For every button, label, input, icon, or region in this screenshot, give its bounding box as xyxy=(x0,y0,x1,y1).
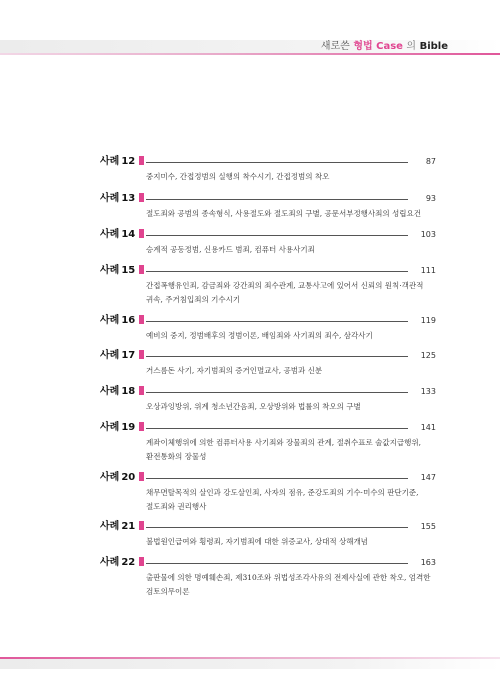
case-number: 13 xyxy=(121,193,136,204)
pink-marker xyxy=(139,472,144,481)
case-label: 사례 19 xyxy=(100,422,144,434)
page-number: 141 xyxy=(420,423,436,432)
pink-marker xyxy=(139,521,144,530)
pink-marker xyxy=(139,156,144,165)
page-number: 87 xyxy=(425,157,436,166)
leader-rule xyxy=(146,563,408,564)
case-description: 승계적 공동정범, 신용카드 범죄, 컴퓨터 사용사기죄 xyxy=(146,245,315,254)
case-description: 오상과잉방위, 위계 청소년간음죄, 오상방위와 법률의 착오의 구별 xyxy=(146,402,361,411)
case-number: 20 xyxy=(121,472,136,483)
pink-marker xyxy=(139,265,144,274)
leader-rule xyxy=(146,392,408,393)
leader-rule xyxy=(146,321,408,322)
case-number: 18 xyxy=(121,386,136,397)
pink-marker xyxy=(139,229,144,238)
case-label: 사례 12 xyxy=(100,156,144,168)
page-number: 133 xyxy=(420,387,436,396)
case-description: 거스름돈 사기, 자기범죄의 증거인멸교사, 공범과 신분 xyxy=(146,366,323,375)
page-number: 103 xyxy=(420,230,436,239)
case-label: 사례 18 xyxy=(100,386,144,398)
pink-marker xyxy=(139,193,144,202)
pink-marker xyxy=(139,386,144,395)
book-title-main: 형법 Case xyxy=(353,41,403,52)
case-description: 불법원인급여와 횡령죄, 자기범죄에 대한 위증교사, 상대적 상해개념 xyxy=(146,537,368,546)
case-number: 16 xyxy=(121,315,136,326)
page-number: 155 xyxy=(420,522,436,531)
book-title-suffix: Bible xyxy=(419,41,448,52)
leader-rule xyxy=(146,428,408,429)
case-number: 12 xyxy=(121,156,136,167)
leader-rule xyxy=(146,162,408,163)
case-label: 사례 16 xyxy=(100,315,144,327)
case-number: 19 xyxy=(121,422,136,433)
case-description: 간접폭행유인죄, 감금죄와 강간죄의 죄수관계, 교통사고에 있어서 신뢰의 원칙·객관적 귀속, 주거침입죄의 기수시기 xyxy=(146,281,424,304)
leader-rule xyxy=(146,527,408,528)
case-number: 17 xyxy=(121,350,136,361)
leader-rule xyxy=(146,199,408,200)
page-number: 119 xyxy=(420,316,436,325)
case-label: 사례 20 xyxy=(100,472,144,484)
pink-marker xyxy=(139,422,144,431)
case-label: 사례 21 xyxy=(100,521,144,533)
book-title-particle: 의 xyxy=(406,41,417,52)
case-label: 사례 22 xyxy=(100,557,144,569)
case-number: 21 xyxy=(121,521,136,532)
case-description: 채무면탈목적의 살인과 강도살인죄, 사자의 점유, 준강도죄의 기수·미수의 판단기준, 절도죄와 권리행사 xyxy=(146,488,419,511)
case-description: 계좌이체행위에 의한 컴퓨터사용 사기죄와 장물죄의 관계, 절취수표로 술값지급행위, 환전통화의 장물성 xyxy=(146,438,422,461)
leader-rule xyxy=(146,235,408,236)
leader-rule xyxy=(146,356,408,357)
leader-rule xyxy=(146,478,408,479)
case-description: 출판물에 의한 명예훼손죄, 제310조와 위법성조각사유의 전제사실에 관한 착오, 엄격한 검토의무이론 xyxy=(146,573,431,596)
case-description: 절도죄와 공범의 종속형식, 사용절도와 절도죄의 구별, 공문서부정행사죄의 성립요건 xyxy=(146,209,422,218)
page-number: 125 xyxy=(420,351,436,360)
case-description: 중지미수, 간접정범의 실행의 착수시기, 간접정범의 착오 xyxy=(146,172,330,181)
pink-marker xyxy=(139,315,144,324)
page-number: 147 xyxy=(420,473,436,482)
page-number: 93 xyxy=(425,194,436,203)
case-number: 22 xyxy=(121,557,136,568)
case-label: 사례 14 xyxy=(100,229,144,241)
page-number: 111 xyxy=(420,266,436,275)
case-number: 15 xyxy=(121,265,136,276)
case-number: 14 xyxy=(121,229,136,240)
book-title-prefix: 새로쓴 xyxy=(320,41,350,52)
case-description: 예비의 중지, 정범배후의 정범이론, 배임죄와 사기죄의 죄수, 삼각사기 xyxy=(146,331,373,340)
case-label: 사례 17 xyxy=(100,350,144,362)
leader-rule xyxy=(146,271,408,272)
book-title xyxy=(321,40,448,54)
pink-marker xyxy=(139,350,144,359)
case-label: 사례 15 xyxy=(100,265,144,277)
footer-rule xyxy=(0,657,500,659)
case-label: 사례 13 xyxy=(100,193,144,205)
page-number: 163 xyxy=(420,558,436,567)
pink-marker xyxy=(139,557,144,566)
